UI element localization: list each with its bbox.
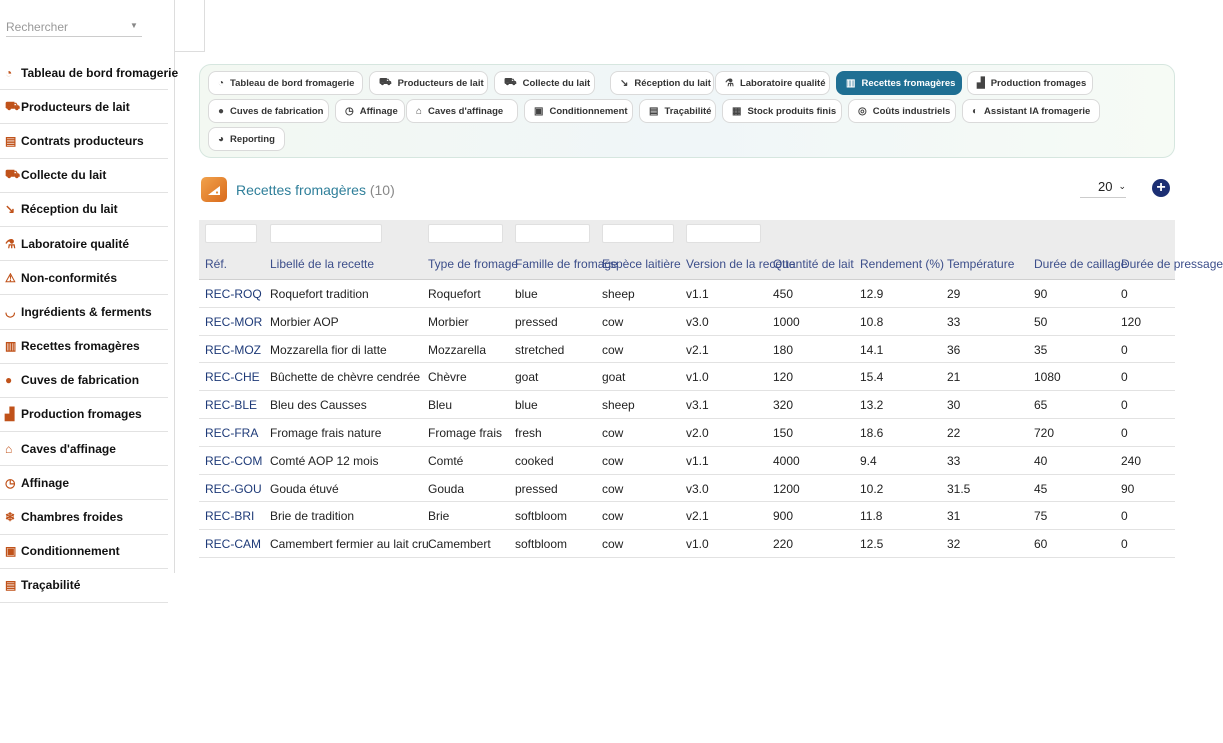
book-icon: ▥ <box>846 77 856 89</box>
dashboard-icon: ◔ <box>5 65 13 80</box>
page-title <box>236 182 395 198</box>
list-icon: ▤ <box>649 105 659 117</box>
warehouse-icon: ⌂ <box>416 105 423 117</box>
table-cell: 31.5 <box>947 481 971 496</box>
sidebar-item-label: Producteurs de lait <box>21 99 130 114</box>
recipe-ref-link[interactable]: REC-MOZ <box>205 342 261 357</box>
record-count: (10) <box>369 182 395 198</box>
chevron-down-icon[interactable]: ▼ <box>130 21 138 30</box>
table-cell: 33 <box>947 314 961 329</box>
table-cell: Brie de tradition <box>270 509 355 524</box>
table-row[interactable] <box>199 502 1175 530</box>
sidebar-item-label: Affinage <box>21 475 69 490</box>
table-cell: v2.0 <box>686 425 709 440</box>
table-cell: v1.1 <box>686 453 709 468</box>
table-cell: 33 <box>947 453 961 468</box>
industry-icon: ▟ <box>977 77 985 89</box>
sidebar-item[interactable] <box>0 569 168 603</box>
column-filter-input[interactable] <box>270 224 382 243</box>
table-cell: 1080 <box>1034 370 1061 385</box>
contract-icon: ▤ <box>5 133 17 148</box>
sidebar-item[interactable] <box>0 330 168 364</box>
table-cell: cooked <box>515 453 554 468</box>
truck-icon: ⛟ <box>5 167 21 182</box>
column-header[interactable]: Espèce laitière <box>602 257 681 271</box>
sidebar-item[interactable] <box>0 535 168 569</box>
table-cell: Camembert fermier au lait cru <box>270 537 429 552</box>
nav-button-label: Laboratoire qualité <box>739 77 826 89</box>
table-cell: Fromage frais nature <box>270 425 382 440</box>
sidebar-item-label: Contrats producteurs <box>21 133 144 148</box>
table-cell: sheep <box>602 287 635 301</box>
sidebar-item-label: Chambres froides <box>21 510 124 525</box>
recipe-ref-link[interactable]: REC-MOR <box>205 314 263 329</box>
table-cell: 60 <box>1034 537 1048 552</box>
nav-button-label: Réception du lait <box>634 77 711 89</box>
mortar-icon: ◡ <box>5 304 16 319</box>
table-row[interactable] <box>199 475 1175 503</box>
plus-icon: + <box>1156 179 1166 196</box>
table-cell: Bûchette de chèvre cendrée <box>270 370 421 385</box>
dolly-icon: ↘ <box>5 202 16 217</box>
recipe-ref-link[interactable]: REC-CAM <box>205 537 261 552</box>
nav-button-label: Conditionnement <box>549 105 628 117</box>
table-cell: Fromage frais <box>428 425 503 440</box>
sidebar-item-label: Cuves de fabrication <box>21 373 140 388</box>
clock-icon: ◷ <box>345 105 354 117</box>
table-cell: 240 <box>1121 453 1142 468</box>
microscope-icon: ⚗ <box>5 236 16 251</box>
table-cell: 0 <box>1121 370 1128 385</box>
table-cell: 32 <box>947 537 961 552</box>
column-filter-input[interactable] <box>686 224 761 243</box>
sidebar-item-label: Conditionnement <box>21 544 120 559</box>
column-header[interactable]: Famille de fromage <box>515 257 618 271</box>
warning-icon: ⚠ <box>5 270 16 285</box>
table-row[interactable] <box>199 280 1175 308</box>
table-cell: v2.1 <box>686 342 709 357</box>
nav-button[interactable] <box>208 127 285 151</box>
page-size-value: 20 <box>1097 179 1113 194</box>
table-cell: 120 <box>773 370 794 385</box>
recipe-section-icon <box>201 177 227 202</box>
table-body <box>199 280 1175 558</box>
table-cell: cow <box>602 425 624 440</box>
table-cell: 220 <box>773 537 794 552</box>
sidebar-item[interactable] <box>0 193 168 227</box>
nav-button[interactable] <box>494 71 595 95</box>
table-cell: 50 <box>1034 314 1048 329</box>
nav-button[interactable] <box>722 99 842 123</box>
recipe-ref-link[interactable]: REC-GOU <box>205 481 262 496</box>
table-cell: 1200 <box>773 481 800 496</box>
nav-button-label: Cuves de fabrication <box>230 105 324 117</box>
table-cell: Roquefort <box>428 287 481 301</box>
nav-button[interactable] <box>369 71 488 95</box>
table-cell: cow <box>602 537 624 552</box>
table-cell: Chèvre <box>428 370 467 385</box>
table-cell: v1.0 <box>686 370 709 385</box>
nav-button[interactable] <box>335 99 405 123</box>
top-bar-divider <box>175 0 205 52</box>
table-cell: 40 <box>1034 453 1048 468</box>
table-cell: 900 <box>773 509 794 524</box>
recipes-table <box>199 220 1223 560</box>
search-input[interactable] <box>6 17 142 37</box>
table-cell: 720 <box>1034 425 1055 440</box>
table-cell: 90 <box>1034 287 1048 301</box>
table-cell: 30 <box>947 398 961 413</box>
table-cell: fresh <box>515 425 542 440</box>
truck-icon: ⛟ <box>504 76 517 88</box>
cow-icon: ⛟ <box>379 76 392 88</box>
table-cell: Gouda étuvé <box>270 481 339 496</box>
nav-button-label: Producteurs de lait <box>397 77 484 89</box>
table-row[interactable] <box>199 308 1175 336</box>
drop-icon: ● <box>218 105 225 117</box>
table-cell: 21 <box>947 370 961 385</box>
table-cell: 22 <box>947 425 961 440</box>
table-cell: 13.2 <box>860 398 884 413</box>
brain-icon: ◐ <box>972 105 979 117</box>
boxes-icon: ▦ <box>732 105 742 117</box>
column-filter-input[interactable] <box>515 224 590 243</box>
table-cell: 10.8 <box>860 314 884 329</box>
column-header[interactable]: Libellé de la recette <box>270 257 375 271</box>
chevron-down-icon: ⌄ <box>1118 181 1126 191</box>
table-cell: 65 <box>1034 398 1048 413</box>
nav-button-label: Assistant IA fromagerie <box>984 105 1091 117</box>
sidebar-item-label: Non-conformités <box>21 270 117 285</box>
table-cell: 0 <box>1121 509 1128 524</box>
table-cell: 1000 <box>773 314 800 329</box>
nav-button[interactable] <box>967 71 1093 95</box>
table-cell: 4000 <box>773 453 800 468</box>
column-header[interactable]: Quantité de lait <box>773 257 854 271</box>
nav-button[interactable] <box>610 71 714 95</box>
column-header[interactable]: Rendement (%) <box>860 257 945 271</box>
table-cell: 36 <box>947 342 961 357</box>
column-header[interactable]: Version de la recette <box>686 257 796 271</box>
table-cell: v1.1 <box>686 287 709 301</box>
box-icon: ▣ <box>5 544 17 559</box>
coins-icon: ◎ <box>858 105 867 117</box>
sidebar-item[interactable] <box>0 364 168 398</box>
table-cell: softbloom <box>515 509 568 524</box>
table-cell: Bleu des Causses <box>270 398 367 413</box>
table-cell: cow <box>602 453 624 468</box>
column-header[interactable]: Température <box>947 257 1015 271</box>
drop-icon: ● <box>5 373 13 388</box>
table-cell: pressed <box>515 481 558 496</box>
book-icon: ▥ <box>5 339 17 354</box>
nav-button-label: Tableau de bord fromagerie <box>230 77 355 89</box>
table-row[interactable] <box>199 336 1175 364</box>
sidebar-item[interactable] <box>0 261 168 295</box>
table-cell: Camembert <box>428 537 491 552</box>
table-row[interactable] <box>199 419 1175 447</box>
sidebar-item-label: Réception du lait <box>21 202 118 217</box>
sidebar-item-label: Tableau de bord fromagerie <box>21 65 179 80</box>
table-cell: v2.1 <box>686 509 709 524</box>
warehouse-icon: ⌂ <box>5 441 13 456</box>
table-cell: 0 <box>1121 287 1128 301</box>
microscope-icon: ⚗ <box>725 77 734 89</box>
table-cell: 45 <box>1034 481 1048 496</box>
nav-button[interactable] <box>836 71 962 95</box>
nav-button-label: Traçabilité <box>664 105 712 117</box>
nav-button-label: Coûts industriels <box>872 105 951 117</box>
table-cell: v3.0 <box>686 314 709 329</box>
module-nav-panel <box>199 64 1175 158</box>
table-cell: stretched <box>515 342 565 357</box>
table-cell: cow <box>602 509 624 524</box>
snowflake-icon: ❄ <box>5 510 16 525</box>
table-cell: Gouda <box>428 481 465 496</box>
table-row[interactable] <box>199 363 1175 391</box>
table-cell: 320 <box>773 398 794 413</box>
table-cell: 11.8 <box>860 509 883 524</box>
recipe-ref-link[interactable]: REC-BRI <box>205 509 255 524</box>
box-icon: ▣ <box>534 105 544 117</box>
sidebar-item[interactable] <box>0 466 168 500</box>
sidebar-item[interactable] <box>0 227 168 261</box>
sidebar-item[interactable] <box>0 90 168 124</box>
table-cell: 31 <box>947 509 961 524</box>
table-cell: v3.1 <box>686 398 709 413</box>
nav-button[interactable] <box>208 99 329 123</box>
nav-button[interactable] <box>715 71 830 95</box>
table-cell: 0 <box>1121 398 1128 413</box>
table-cell: Roquefort tradition <box>270 287 369 301</box>
sidebar-item[interactable] <box>0 398 168 432</box>
table-cell: 10.2 <box>860 481 884 496</box>
table-cell: blue <box>515 398 538 413</box>
sidebar-item-label: Production fromages <box>21 407 142 422</box>
list-icon: ▤ <box>5 578 17 593</box>
nav-button-label: Stock produits finis <box>747 105 837 117</box>
table-cell: 0 <box>1121 342 1128 357</box>
sidebar-item-label: Caves d'affinage <box>21 441 116 456</box>
table-cell: Morbier AOP <box>270 314 339 329</box>
table-cell: 180 <box>773 342 794 357</box>
nav-button[interactable] <box>524 99 633 123</box>
nav-button[interactable] <box>406 99 518 123</box>
sidebar-item[interactable] <box>0 159 168 193</box>
nav-button[interactable] <box>848 99 956 123</box>
nav-button[interactable] <box>639 99 716 123</box>
dolly-icon: ↘ <box>620 77 629 89</box>
sidebar-menu <box>0 56 179 603</box>
sidebar-item[interactable] <box>0 124 168 158</box>
cheese-icon <box>207 184 221 196</box>
table-cell: sheep <box>602 398 635 413</box>
sidebar-item[interactable] <box>0 56 179 90</box>
sidebar-item-label: Traçabilité <box>21 578 81 593</box>
nav-button[interactable] <box>208 71 363 95</box>
table-cell: v3.0 <box>686 481 709 496</box>
sidebar-item[interactable] <box>0 432 168 466</box>
sidebar-item-label: Collecte du lait <box>21 168 107 183</box>
table-cell: 14.1 <box>860 342 884 357</box>
table-cell: 12.9 <box>860 287 884 301</box>
recipe-ref-link[interactable]: REC-CHE <box>205 370 260 385</box>
table-cell: 90 <box>1121 481 1135 496</box>
table-cell: 150 <box>773 425 794 440</box>
column-header[interactable]: Durée de pressage <box>1121 257 1223 271</box>
table-cell: Comté <box>428 453 464 468</box>
add-recipe-button[interactable] <box>1152 179 1170 197</box>
table-cell: 35 <box>1034 342 1048 357</box>
nav-button-label: Collecte du lait <box>522 77 591 89</box>
table-cell: 0 <box>1121 537 1128 552</box>
sidebar-search <box>0 0 174 52</box>
table-cell: 12.5 <box>860 537 884 552</box>
nav-button-label: Caves d'affinage <box>428 105 504 117</box>
column-filter-input[interactable] <box>205 224 257 243</box>
table-cell: Bleu <box>428 398 453 413</box>
industry-icon: ▟ <box>5 407 15 422</box>
table-cell: 29 <box>947 287 961 301</box>
recipe-ref-link[interactable]: REC-ROQ <box>205 287 262 301</box>
table-cell: softbloom <box>515 537 568 552</box>
table-cell: 9.4 <box>860 453 877 468</box>
cow-icon: ⛟ <box>5 98 21 113</box>
table-header <box>199 220 1223 280</box>
table-cell: Brie <box>428 509 450 524</box>
recipe-ref-link[interactable]: REC-FRA <box>205 425 259 440</box>
table-cell: Mozzarella fior di latte <box>270 342 387 357</box>
table-cell: Morbier <box>428 314 469 329</box>
table-cell: 450 <box>773 287 794 301</box>
nav-button-label: Reporting <box>230 133 275 145</box>
table-cell: v1.0 <box>686 537 709 552</box>
sidebar <box>0 0 179 593</box>
nav-button[interactable] <box>962 99 1100 123</box>
table-cell: goat <box>602 370 626 385</box>
table-cell: cow <box>602 342 624 357</box>
column-filter-input[interactable] <box>602 224 674 243</box>
chart-pie-icon: ◕ <box>218 133 225 145</box>
table-cell: 15.4 <box>860 370 884 385</box>
page-title-text: Recettes fromagères <box>236 182 366 198</box>
table-cell: 75 <box>1034 509 1048 524</box>
sidebar-item-label: Recettes fromagères <box>21 339 140 354</box>
table-row[interactable] <box>199 391 1175 419</box>
recipe-ref-link[interactable]: REC-COM <box>205 453 263 468</box>
column-header[interactable]: Réf. <box>205 257 228 271</box>
column-header[interactable]: Type de fromage <box>428 257 519 271</box>
nav-button-label: Affinage <box>359 105 398 117</box>
dashboard-icon: ◔ <box>218 77 225 89</box>
table-cell: 120 <box>1121 314 1142 329</box>
sidebar-item[interactable] <box>0 500 168 534</box>
table-cell: goat <box>515 370 539 385</box>
table-cell: Mozzarella <box>428 342 487 357</box>
nav-button-label: Production fromages <box>990 77 1087 89</box>
table-row[interactable] <box>199 447 1175 475</box>
table-row[interactable] <box>199 530 1175 558</box>
table-cell: pressed <box>515 314 558 329</box>
sidebar-item-label: Laboratoire qualité <box>21 236 130 251</box>
nav-button-label: Recettes fromagères <box>861 77 956 89</box>
table-cell: blue <box>515 287 538 301</box>
table-cell: 0 <box>1121 425 1128 440</box>
table-cell: 18.6 <box>860 425 884 440</box>
column-header[interactable]: Durée de caillage <box>1034 257 1128 271</box>
column-filter-input[interactable] <box>428 224 503 243</box>
sidebar-item[interactable] <box>0 295 168 329</box>
page-size-select[interactable] <box>1080 176 1126 198</box>
recipe-ref-link[interactable]: REC-BLE <box>205 398 258 413</box>
clock-icon: ◷ <box>5 475 16 490</box>
table-cell: cow <box>602 481 624 496</box>
table-cell: Comté AOP 12 mois <box>270 453 379 468</box>
table-cell: cow <box>602 314 624 329</box>
sidebar-item-label: Ingrédients & ferments <box>21 304 152 319</box>
